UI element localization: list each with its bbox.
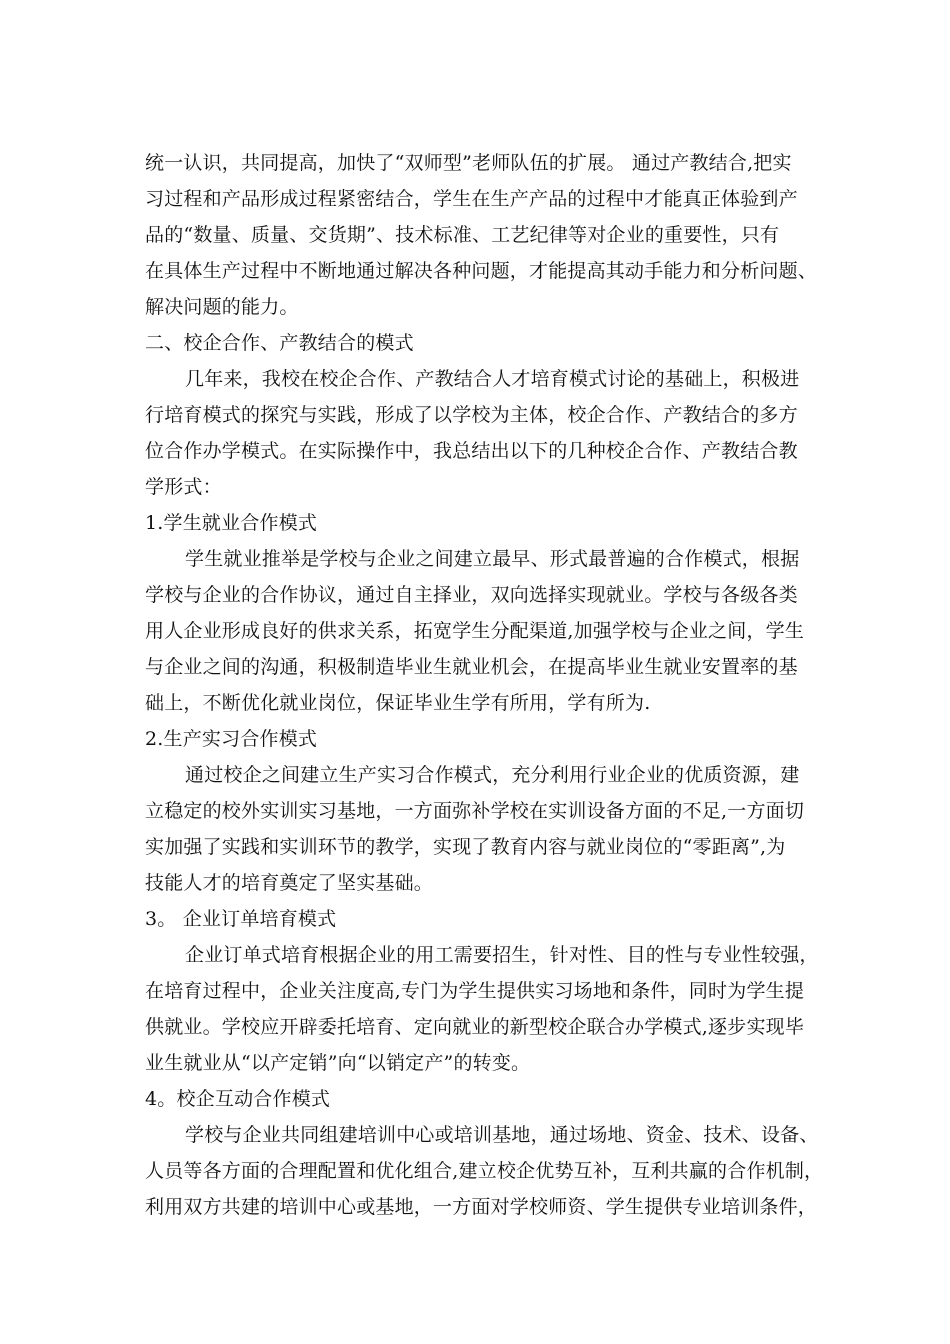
- paragraph-line: 解决问题的能力。: [145, 296, 299, 318]
- subsection-heading: 1.学生就业合作模式: [145, 512, 318, 534]
- paragraph-line: 几年来，我校在校企合作、产教结合人才培育模式讨论的基础上，积极进: [185, 368, 800, 390]
- paragraph-line: 础上，不断优化就业岗位，保证毕业生学有所用，学有所为.: [145, 692, 651, 714]
- paragraph-line: 供就业。学校应开辟委托培育、定向就业的新型校企联合办学模式,逐步实现毕: [145, 1016, 805, 1038]
- paragraph-line: 统一认识，共同提高，加快了“双师型”老师队伍的扩展。 通过产教结合,把实: [145, 152, 792, 174]
- paragraph-line: 习过程和产品形成过程紧密结合，学生在生产产品的过程中才能真正体验到产: [145, 188, 798, 210]
- paragraph-line: 企业订单式培育根据企业的用工需要招生，针对性、目的性与专业性较强，: [185, 944, 819, 966]
- paragraph-line: 立稳定的校外实训实习基地，一方面弥补学校在实训设备方面的不足,一方面切: [145, 800, 805, 822]
- paragraph-line: 技能人才的培育奠定了坚实基础。: [145, 872, 434, 894]
- paragraph-line: 通过校企之间建立生产实习合作模式，充分利用行业企业的优质资源，建: [185, 764, 800, 786]
- paragraph-line: 品的“数量、质量、交货期”、技术标准、工艺纪律等对企业的重要性，只有: [145, 224, 780, 246]
- paragraph-line: 学形式：: [145, 476, 222, 498]
- subsection-heading: 4。校企互动合作模式: [145, 1088, 331, 1110]
- paragraph-line: 利用双方共建的培训中心或基地，一方面对学校师资、学生提供专业培训条件，: [145, 1196, 818, 1218]
- paragraph-line: 在培育过程中，企业关注度高,专门为学生提供实习场地和条件，同时为学生提: [145, 980, 805, 1002]
- paragraph-line: 在具体生产过程中不断地通过解决各种问题，才能提高其动手能力和分析问题、: [145, 260, 818, 282]
- section-heading: 二、校企合作、产教结合的模式: [145, 332, 414, 354]
- paragraph-line: 位合作办学模式。在实际操作中，我总结出以下的几种校企合作、产教结合教: [145, 440, 798, 462]
- paragraph-line: 业生就业从“以产定销”向“以销定产”的转变。: [145, 1052, 531, 1074]
- paragraph-line: 学生就业推举是学校与企业之间建立最早、形式最普遍的合作模式，根据: [185, 548, 800, 570]
- paragraph-line: 人员等各方面的合理配置和优化组合,建立校企优势互补，互利共赢的合作机制，: [145, 1160, 824, 1182]
- paragraph-line: 行培育模式的探究与实践，形成了以学校为主体，校企合作、产教结合的多方: [145, 404, 798, 426]
- paragraph-line: 与企业之间的沟通，积极制造毕业生就业机会，在提高毕业生就业安置率的基: [145, 656, 798, 678]
- paragraph-line: 学校与企业共同组建培训中心或培训基地，通过场地、资金、技术、设备、: [185, 1124, 819, 1146]
- subsection-heading: 3。 企业订单培育模式: [145, 908, 337, 930]
- paragraph-line: 学校与企业的合作协议，通过自主择业，双向选择实现就业。学校与各级各类: [145, 584, 798, 606]
- paragraph-line: 用人企业形成良好的供求关系，拓宽学生分配渠道,加强学校与企业之间，学生: [145, 620, 805, 642]
- paragraph-line: 实加强了实践和实训环节的教学，实现了教育内容与就业岗位的“零距离”,为: [145, 836, 786, 858]
- subsection-heading: 2.生产实习合作模式: [145, 728, 318, 750]
